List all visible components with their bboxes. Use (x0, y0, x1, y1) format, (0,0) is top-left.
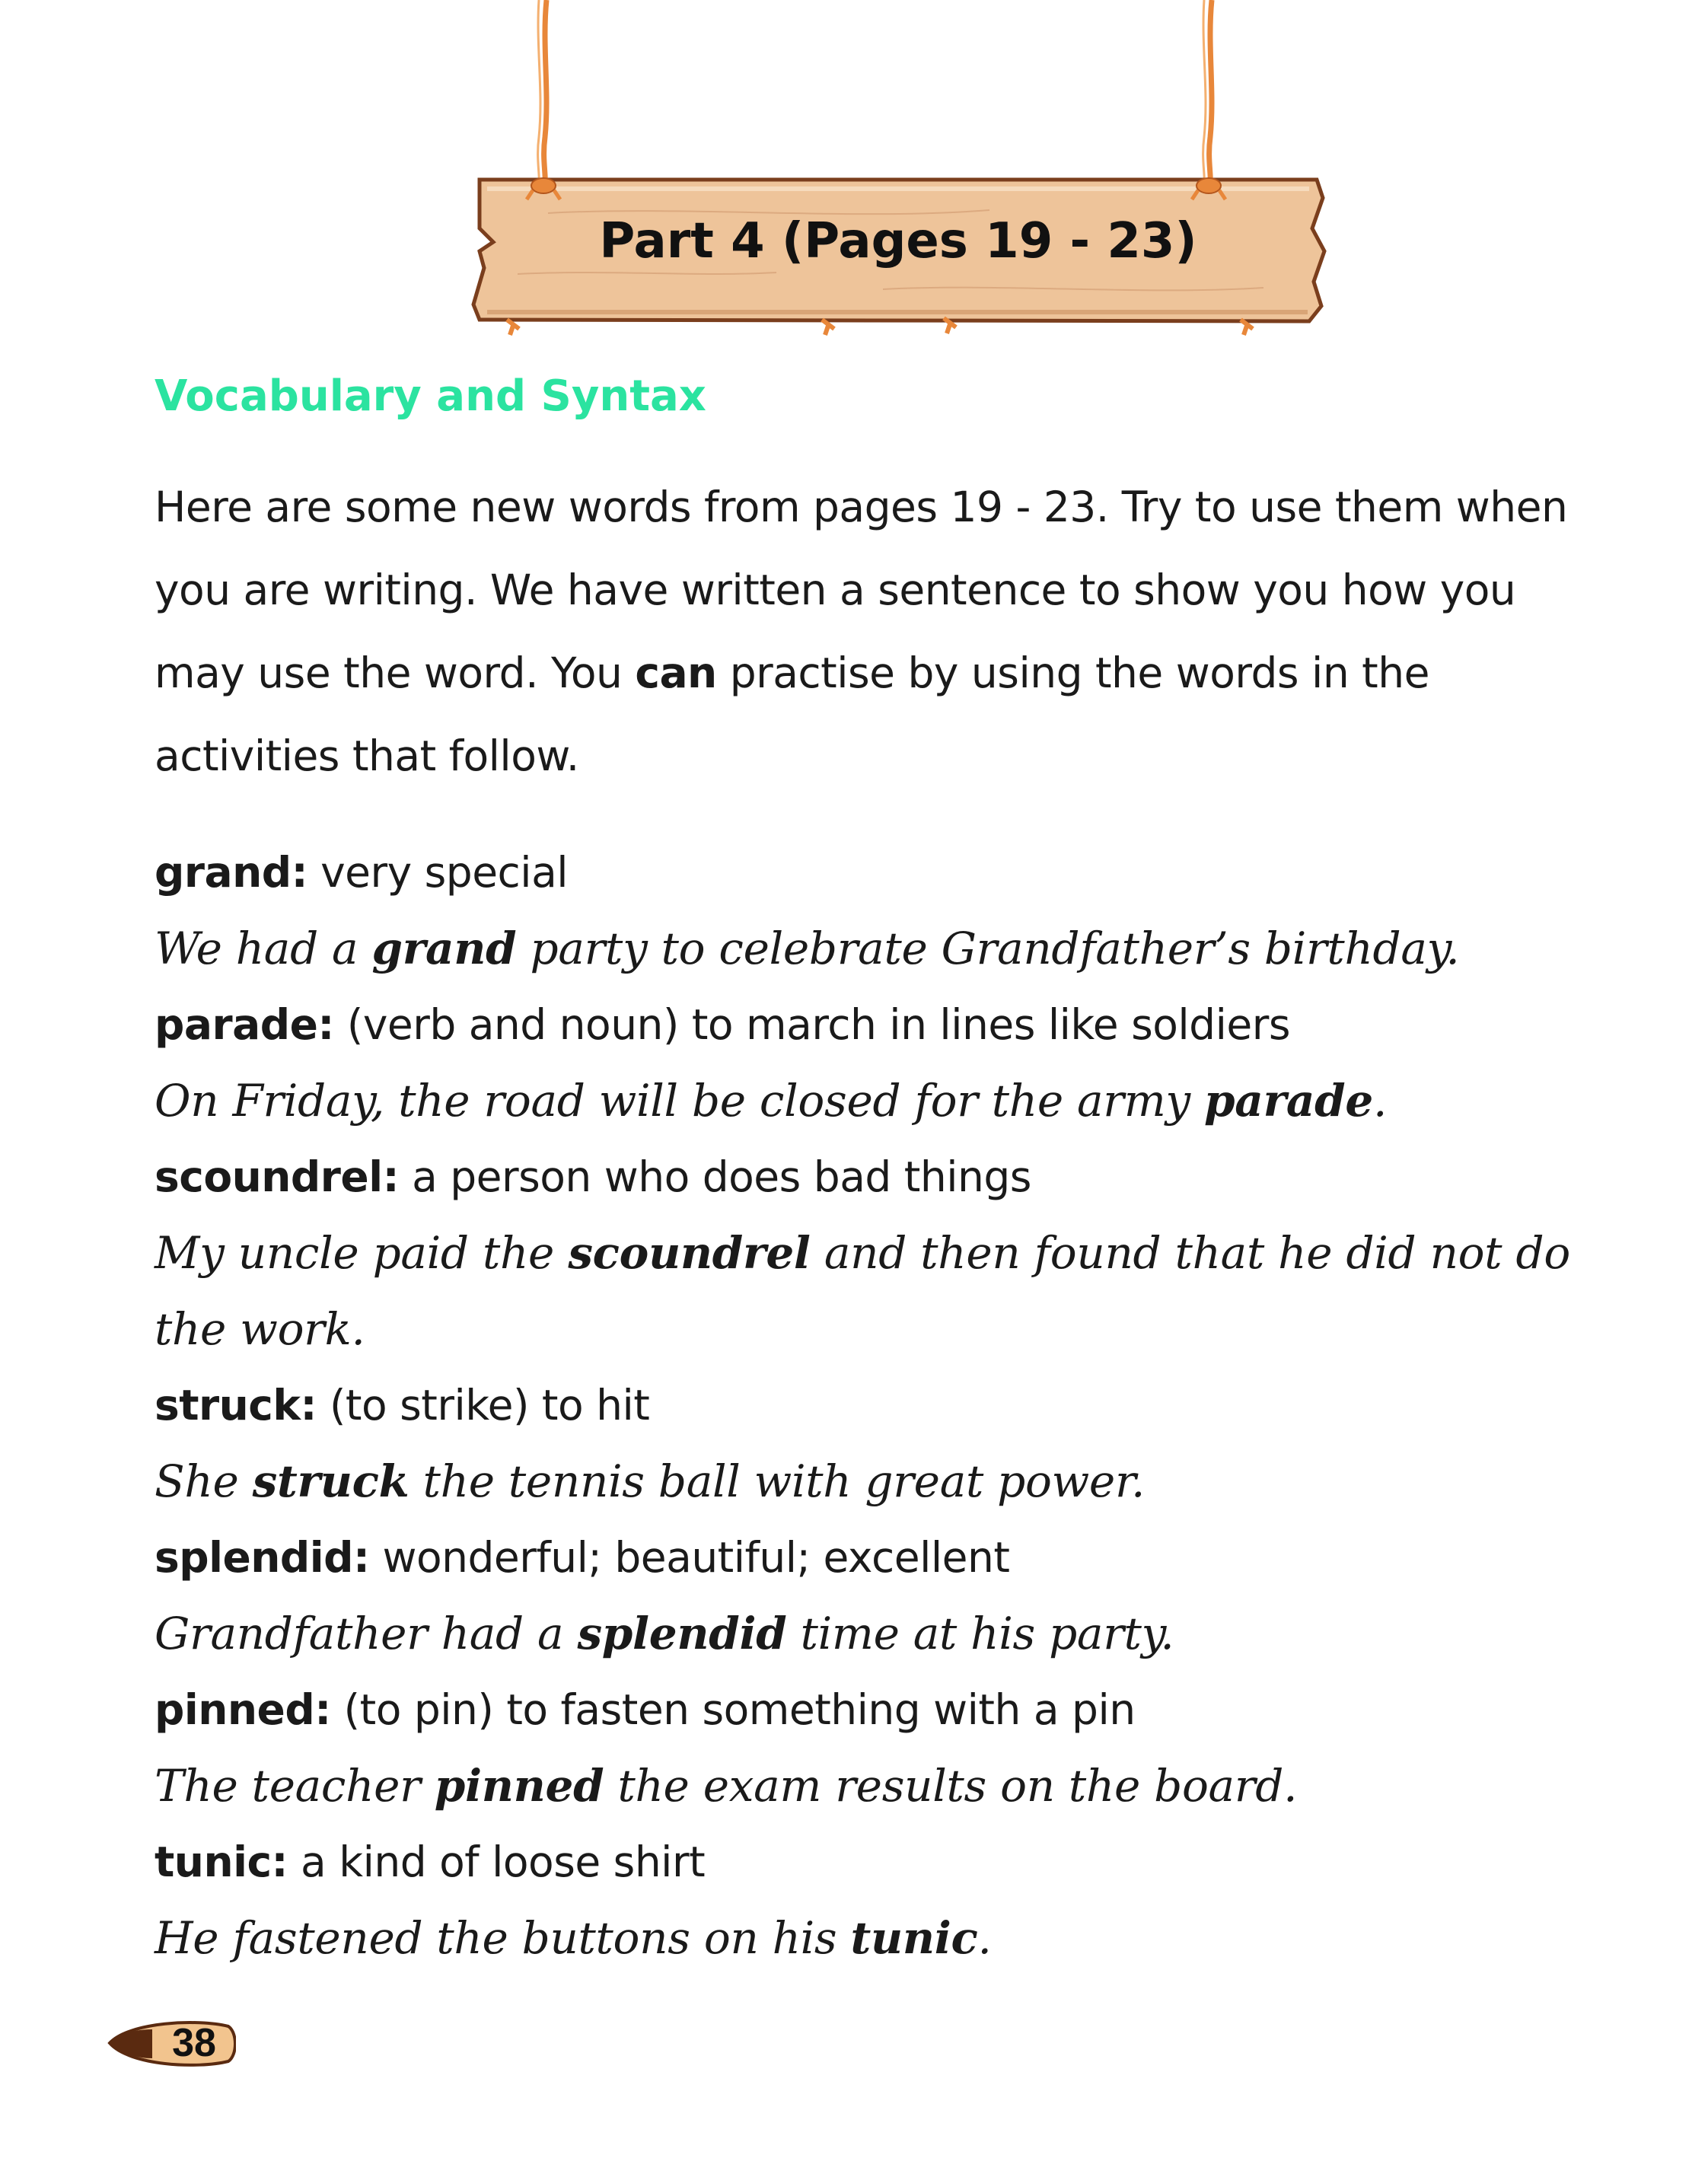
section-heading: Vocabulary and Syntax (155, 371, 706, 421)
example-sentence (155, 1063, 1570, 1139)
example-sentence (155, 1443, 1570, 1519)
example-text: He fastened the buttons on his (155, 1912, 851, 1964)
part-title: Part 4 (Pages 19 - 23) (599, 213, 1197, 269)
definition (155, 1139, 1570, 1215)
example-bold-word: struck (252, 1455, 409, 1507)
page-number-badge (107, 2016, 236, 2070)
intro-text-start: Here are some new words from pages 19 - 23. Try to use them when you are writing. We have written a sentence to show you how you may use the word. You (155, 483, 1568, 697)
example-sentence (155, 1748, 1570, 1824)
vocab-definition: (to pin) to fasten something with a pin (330, 1685, 1136, 1734)
example-text: The teacher (155, 1760, 435, 1812)
vocab-entry-pinned (155, 1672, 1570, 1824)
definition (155, 834, 1570, 910)
example-bold-word: splendid (577, 1608, 787, 1659)
vocabulary-list (155, 834, 1570, 1976)
example-text: My uncle paid the (155, 1227, 569, 1279)
example-bold-word: tunic (850, 1912, 978, 1964)
vocab-entry-parade (155, 987, 1570, 1139)
vocab-word: parade: (155, 1000, 334, 1049)
example-bold-word: pinned (434, 1760, 604, 1812)
vocab-definition: a kind of loose shirt (288, 1838, 706, 1886)
definition (155, 1367, 1570, 1443)
wooden-sign-graphic (457, 0, 1340, 350)
vocab-definition: (verb and noun) to march in lines like soldiers (333, 1000, 1290, 1049)
definition (155, 1672, 1570, 1748)
vocab-entry-tunic (155, 1824, 1570, 1976)
example-text: She (155, 1455, 253, 1507)
vocab-word: scoundrel: (155, 1152, 400, 1201)
vocab-entry-grand (155, 834, 1570, 987)
vocab-entry-splendid (155, 1519, 1570, 1672)
vocab-word: splendid: (155, 1533, 370, 1582)
definition (155, 1519, 1570, 1595)
vocab-word: grand: (155, 848, 308, 897)
example-bold-word: grand (371, 923, 517, 974)
example-sentence (155, 910, 1570, 987)
example-text: time at his party. (786, 1608, 1174, 1659)
example-text: the exam results on the board. (604, 1760, 1298, 1812)
vocab-entry-struck (155, 1367, 1570, 1519)
example-bold-word: scoundrel (568, 1227, 811, 1279)
example-text: . (977, 1912, 992, 1964)
hanging-sign (457, 0, 1340, 350)
example-text: . (1372, 1075, 1388, 1127)
example-text: On Friday, the road will be closed for the army (155, 1075, 1205, 1127)
definition (155, 987, 1570, 1063)
vocab-entry-scoundrel (155, 1139, 1570, 1367)
example-sentence (155, 1595, 1570, 1672)
vocab-definition: (to strike) to hit (316, 1381, 650, 1430)
vocab-word: tunic: (155, 1838, 288, 1886)
vocab-word: pinned: (155, 1685, 331, 1734)
vocab-definition: a person who does bad things (399, 1152, 1031, 1201)
example-sentence (155, 1900, 1570, 1976)
example-text: We had a (155, 923, 372, 974)
example-text: and then found that he did not do the work. (155, 1227, 1570, 1355)
example-text: the tennis ball with great power. (409, 1455, 1146, 1507)
example-text: party to celebrate Grandfather’s birthday. (516, 923, 1460, 974)
page-number: 38 (172, 2021, 216, 2065)
definition (155, 1824, 1570, 1900)
vocab-definition: very special (308, 848, 569, 897)
example-sentence (155, 1215, 1570, 1367)
vocab-word: struck: (155, 1381, 317, 1430)
vocab-definition: wonderful; beautiful; excellent (369, 1533, 1010, 1582)
example-bold-word: parade (1204, 1075, 1373, 1127)
intro-text-end: practise by using the words in the activities that follow. (155, 649, 1429, 780)
intro-bold-word: can (635, 649, 717, 697)
intro-paragraph (155, 466, 1570, 798)
example-text: Grandfather had a (155, 1608, 578, 1659)
